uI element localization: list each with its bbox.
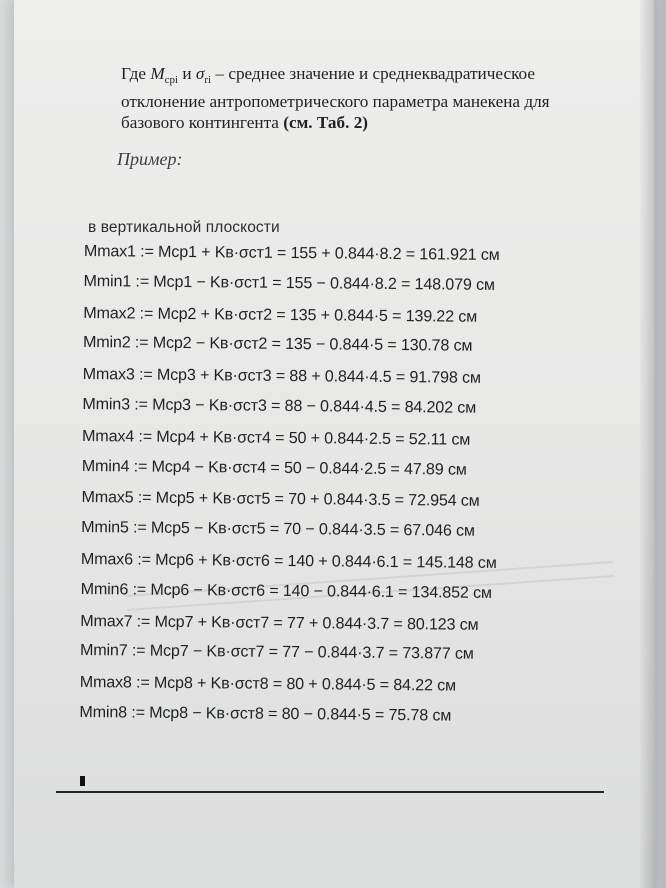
formula-row — [83, 361, 603, 397]
formula-text: Mmin4 := Mcp4 − Kв·σст4 = 50 − 0.844·2.5 = 47.89 см — [81, 456, 467, 479]
intro-line2: отклонение антропометрического параметра манекена для — [121, 92, 550, 111]
formula-row — [80, 638, 600, 674]
formula-text: Mmax6 := Mcp6 + Kв·σст6 = 140 + 0.844·6.1 = 145.148 см — [80, 549, 497, 572]
mean-symbol: M — [150, 64, 165, 83]
formula-row — [82, 423, 602, 459]
formula-text: Mmax3 := Mcp3 + Kв·σст3 = 88 + 0.844·4.5 = 91.798 см — [82, 365, 481, 388]
formula-row — [84, 238, 604, 274]
formula-row — [83, 269, 603, 305]
intro-conjunction: и — [178, 64, 196, 83]
formula-row — [81, 484, 601, 520]
intro-line1-suffix: – среднее значение и среднеквадратическое — [211, 64, 535, 83]
formula-row — [82, 454, 602, 490]
example-label: Пример: — [117, 149, 183, 169]
formula-text: Mmin6 := Mcp6 − Kв·σст6 = 140 − 0.844·6.1 = 134.852 см — [80, 579, 492, 602]
formula-text: Mmin2 := Mcp2 − Kв·σст2 = 135 − 0.844·5 = 130.78 см — [82, 333, 473, 356]
formula-text: Mmax4 := Mcp4 + Kв·σст4 = 50 + 0.844·2.5 = 52.11 см — [82, 426, 471, 449]
formula-row — [83, 330, 603, 366]
formula-text: Mmax1 := Mcp1 + Kв·σст1 = 155 + 0.844·8.2 = 161.921 см — [83, 241, 500, 264]
sigma-subscript: ri — [204, 74, 212, 86]
formula-text: Mmax7 := Mcp7 + Kв·σст7 = 77 + 0.844·3.7 = 80.123 см — [80, 611, 479, 634]
formula-row — [82, 392, 602, 428]
formula-text: Mmax8 := Mcp8 + Kв·σст8 = 80 + 0.844·5 = 84.22 см — [79, 673, 457, 695]
formula-text: Mmax2 := Mcp2 + Kв·σст2 = 135 + 0.844·5 = 139.22 см — [83, 303, 478, 326]
intro-line3-prefix: базового контингента — [121, 113, 284, 132]
paper-sheet — [14, 0, 654, 888]
table-reference: (см. Таб. 2) — [283, 113, 369, 132]
intro-paragraph — [121, 63, 591, 133]
formula-text: Mmax5 := Mcp5 + Kв·σст5 = 70 + 0.844·3.5 = 72.954 см — [81, 488, 480, 511]
intro-line1-prefix: Где — [121, 64, 151, 83]
formula-text: Mmin7 := Mcp7 − Kв·σст7 = 77 − 0.844·3.7 = 73.877 см — [79, 641, 474, 664]
footer-rule — [56, 791, 604, 793]
mean-subscript: cpi — [164, 74, 179, 86]
formula-row — [81, 515, 601, 551]
formula-row — [83, 300, 603, 336]
formula-text: Mmin3 := Mcp3 − Kв·σст3 = 88 − 0.844·4.5 = 84.202 см — [82, 394, 477, 417]
formula-text: Mmin8 := Mcp8 − Kв·σст8 = 80 − 0.844·5 = 75.78 см — [79, 702, 452, 725]
formula-text: Mmin1 := Mcp1 − Kв·σст1 = 155 − 0.844·8.2 = 148.079 см — [83, 271, 495, 294]
formula-row — [80, 669, 600, 705]
footer-mark — [80, 776, 85, 786]
vertical-plane-heading: в вертикальной плоскости — [88, 219, 280, 236]
formula-list — [79, 238, 604, 736]
paper-edge-shadow — [640, 0, 654, 888]
formula-text: Mmin5 := Mcp5 − Kв·σст5 = 70 − 0.844·3.5 = 67.046 см — [81, 518, 475, 540]
formula-row — [79, 700, 599, 736]
sigma-symbol: σ — [195, 64, 205, 83]
